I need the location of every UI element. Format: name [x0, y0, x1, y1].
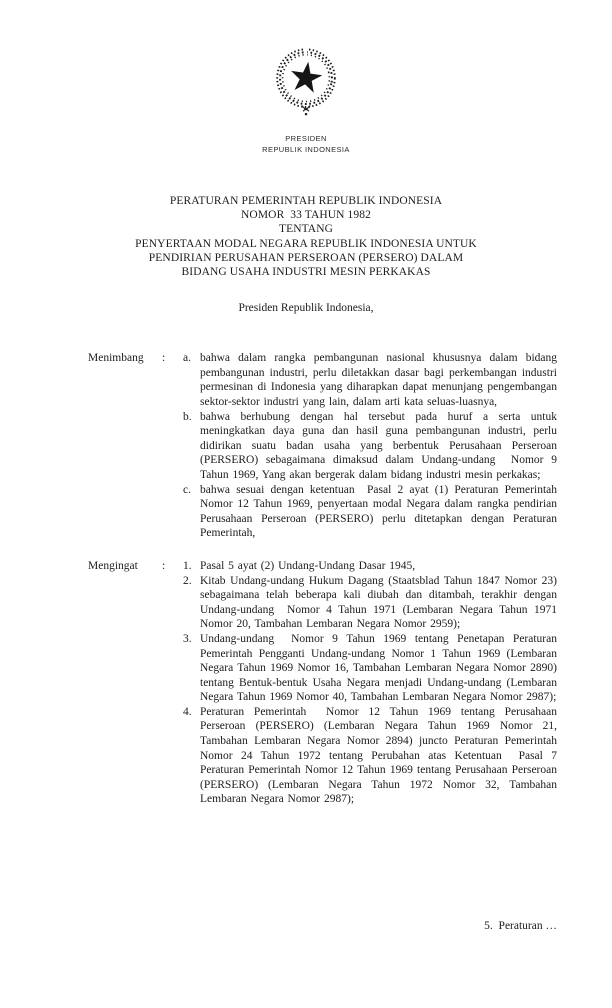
clause-item — [183, 351, 561, 409]
item-marker: c. — [183, 483, 191, 496]
clause-colon: : — [162, 352, 166, 365]
clause-item — [183, 483, 561, 541]
salutation: Presiden Republik Indonesia, — [238, 302, 374, 315]
clause-items — [183, 351, 561, 541]
item-text: bahwa sesuai dengan ketentuan Pasal 2 ayat (1) Peraturan Pemerintah Nomor 12 Tahun 1969, penyertaan modal Negara dalam rangka pendirian Perusahaan Perseroan (PERSERO) perlu ditetapkan dengan Peraturan Pemerintah, — [200, 483, 561, 540]
clause-item — [183, 632, 561, 705]
title-line-number: NOMOR 33 TAHUN 1982 — [241, 209, 371, 222]
title-line-subject-2: PENDIRIAN PERUSAHAN PERSEROAN (PERSERO) DALAM — [148, 251, 464, 264]
title-line-subject-3: BIDANG USAHA INDUSTRI MESIN PERKAKAS — [181, 266, 431, 279]
item-text: bahwa dalam rangka pembangunan nasional khususnya dalam bidang pembangunan industri, perlu diletakkan dasar bagi perkembangan industri permesinan di Indonesia yang diharapkan dapat menunjang pengembangan sektor-sektor industri yang lain, dalam arti kata seluas-luasnya, — [200, 352, 561, 408]
item-text: bahwa berhubung dengan hal tersebut pada huruf a serta untuk meningkatkan daya guna dan hasil guna pembangunan industri, perlu didirikan suatu badan usaha yang berbentuk Perusahaan Perseroan (PERSERO) sebagaimana dimaksud dalam Undang-undang Nomor 9 Tahun 1969, Yang akan bergerak dalam bidang industri mesin perkakas; — [200, 410, 561, 481]
item-marker: 2. — [183, 574, 192, 587]
title-line-regulation: PERATURAN PEMERINTAH REPUBLIK INDONESIA — [169, 195, 443, 207]
clause-item — [183, 705, 565, 807]
clause-colon: : — [162, 559, 166, 572]
item-text: Pasal 5 ayat (2) Undang-Undang Dasar 1945, — [200, 559, 416, 572]
item-marker: 1. — [183, 559, 192, 572]
clause-item — [183, 559, 557, 574]
star-wreath-emblem-icon — [270, 42, 342, 120]
title-line-subject-1: PENYERTAAN MODAL NEGARA REPUBLIK INDONESIA UNTUK — [135, 237, 477, 250]
clause-item — [183, 574, 561, 632]
item-text: Undang-undang Nomor 9 Tahun 1969 tentang Penetapan Peraturan Pemerintah Pengganti Undang-undang Nomor 1 Tahun 1969 (Lembaran Negara Tahun 1969 Nomor 16, Tambahan Lembaran Negara Nomor 2890) tentang Bentuk-bentuk Usaha Negara menjadi Undang-undang (Lembaran Negara Tahun 1969 Nomor 40, Tambahan Lembaran Negara Nomor 2987); — [200, 632, 561, 704]
clause-label: Menimbang — [88, 352, 144, 365]
clause-label: Mengingat — [88, 559, 138, 572]
letterhead-text — [0, 134, 612, 155]
item-marker: a. — [183, 352, 191, 365]
letterhead-republik-indonesia: REPUBLIK INDONESIA — [262, 144, 350, 154]
item-marker: 3. — [183, 632, 192, 645]
title-line-tentang: TENTANG — [278, 223, 334, 236]
catchword-next-page: 5. Peraturan … — [484, 920, 557, 932]
clause-menimbang — [88, 351, 561, 541]
item-marker: b. — [183, 410, 192, 423]
letterhead-presiden: PRESIDEN — [285, 134, 327, 143]
clause-mengingat — [88, 559, 565, 807]
clause-body — [88, 351, 565, 807]
clause-items — [183, 559, 565, 807]
item-marker: 4. — [183, 705, 192, 718]
item-text: Peraturan Pemerintah Nomor 12 Tahun 1969 tentang Perusahaan Perseroan (PERSERO) (Lembaran Negara Tahun 1969 Nomor 21, Tambahan Lembaran Negara Nomor 2894) juncto Peraturan Pemerintah Nomor 24 Tahun 1972 tentang Perubahan atas Ketentuan Pasal 7 Peraturan Pemerintah Nomor 12 Tahun 1969 tentang Perusahaan Perseroan (PERSERO) (Lembaran Negara Tahun 1972 Nomor 32, Tambahan Lembaran Negara Nomor 2987); — [200, 705, 565, 806]
document-title — [0, 194, 612, 279]
clause-item — [183, 410, 561, 483]
letterhead — [0, 0, 612, 155]
item-text: Kitab Undang-undang Hukum Dagang (Staatsblad Tahun 1847 Nomor 23) sebagaimana telah beberapa kali diubah dan ditambah, terakhir dengan Undang-undang Nomor 4 Tahun 1971 (Lembaran Negara Tahun 1971 Nomor 20, Tambahan Lembaran Negara Nomor 2959); — [200, 574, 561, 631]
